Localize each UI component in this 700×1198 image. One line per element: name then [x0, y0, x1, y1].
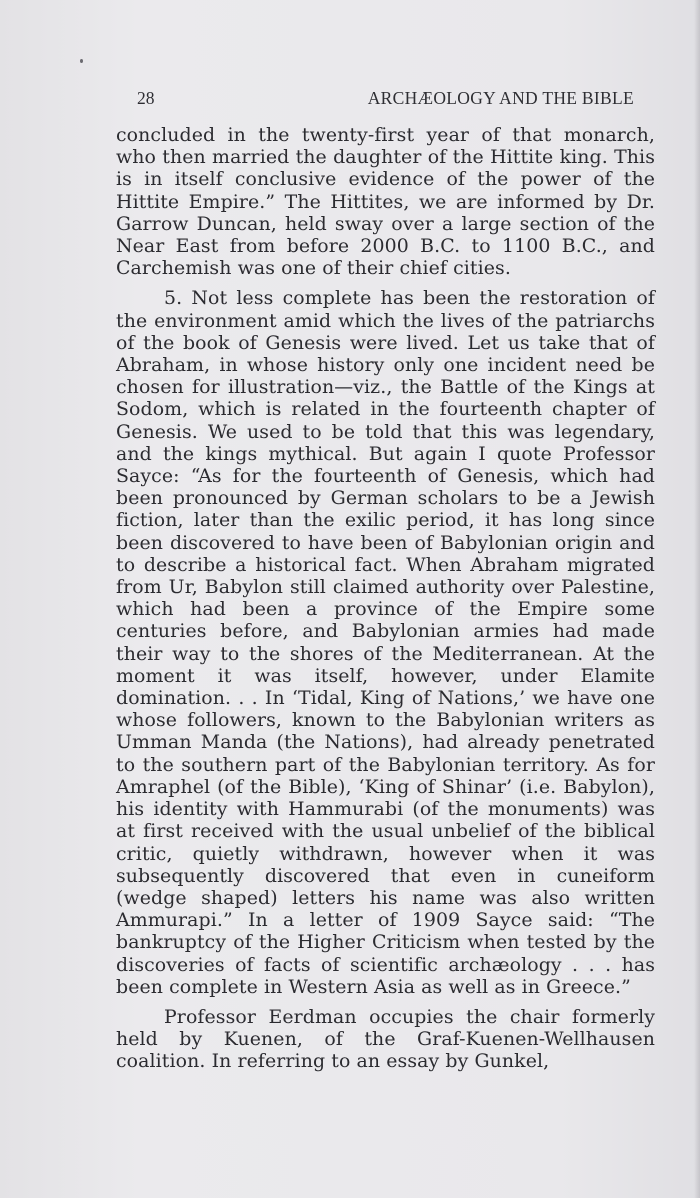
running-head: ARCHÆOLOGY AND THE BIBLE [367, 88, 634, 108]
page-edge-shadow [694, 0, 700, 1198]
body-text [116, 124, 655, 1073]
paragraph-continuation: concluded in the twenty-first year of that monarch, who then married the daughter of the Hittite king. This is in itself conclusive evidence of the power of the Hittite Empire.” The Hittites, we are informed by Dr. Garrow Duncan, held sway over a large section of the Near East from before 2000 B.C. to 1100 B.C., and Carchemish was one of their chief cities. [116, 124, 655, 280]
page-number: 28 [137, 88, 155, 108]
paragraph-section-5: 5. Not less complete has been the restoration of the environment amid which the lives of the patriarchs of the book of Genesis were lived. Let us take that of Abraham, in whose history only one incident need be chosen for illustration—viz., the Battle of the Kings at Sodom, which is related in the fourteenth chapter of Genesis. We used to be told that this was legendary, and the kings mythical. But again I quote Professor Sayce: “As for the fourteenth of Genesis, which had been pronounced by German scholars to be a Jewish fiction, later than the exilic period, it has long since been discovered to have been of Babylonian origin and to describe a historical fact. When Abraham migrated from Ur, Babylon still claimed authority over Palestine, which had been a province of the Empire some centuries before, and Babylonian armies had made their way to the shores of the Mediterranean. At the moment it was itself, however, under Elamite domination. . . In ‘Tidal, King of Nations,’ we have one whose followers, known to the Babylonian writers as Umman Manda (the Nations), had already penetrated to the southern part of the Babylonian territory. As for Amraphel (of the Bible), ‘King of Shinar’ (i.e. Babylon), his identity with Hammurabi (of the monuments) was at first received with the usual unbelief of the biblical critic, quietly withdrawn, however when it was subsequently discovered that even in cuneiform (wedge shaped) letters his name was also written Ammurapi.” In a letter of 1909 Sayce said: “The bankruptcy of the Higher Criticism when tested by the discoveries of facts of scientific archæology . . . has been complete in Western Asia as well as in Greece.” [116, 287, 655, 998]
paper-speck [80, 59, 83, 63]
page-header [137, 88, 634, 110]
paragraph-eerdman: Professor Eerdman occupies the chair formerly held by Kuenen, of the Graf-Kuenen-Wellhausen coalition. In referring to an essay by Gunkel, [116, 1005, 655, 1073]
